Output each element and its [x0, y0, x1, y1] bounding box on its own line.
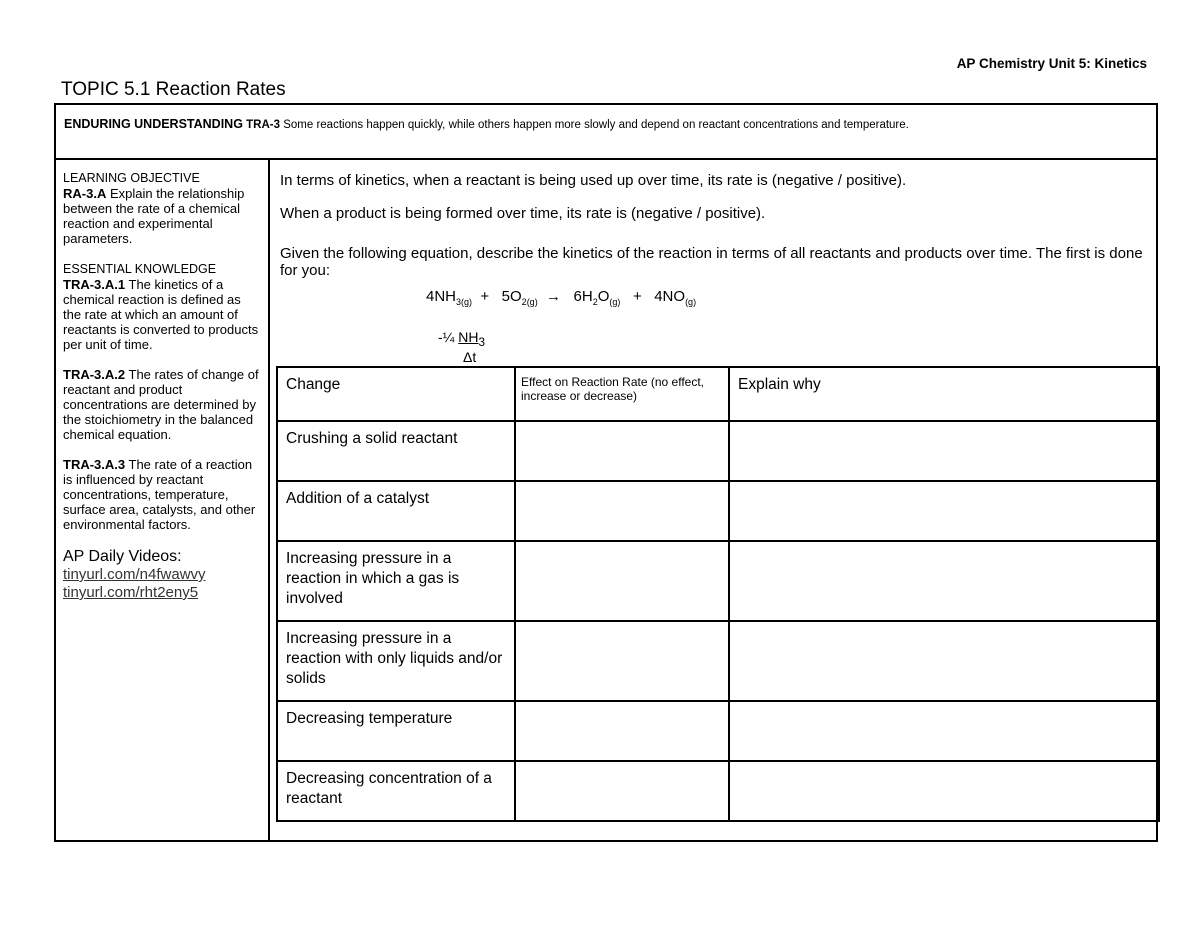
ek3-code: TRA-3.A.3	[63, 457, 126, 472]
question-1: In terms of kinetics, when a reactant is being used up over time, its rate is (negative / positive).	[280, 172, 907, 189]
ek2-code: TRA-3.A.2	[63, 367, 126, 382]
explain-answer-cell[interactable]	[729, 621, 1159, 701]
ek1-text: The kinetics of a chemical reaction is defined as the rate at which an amount of reactants is converted to products per unit of time.	[63, 277, 259, 352]
effect-answer-cell[interactable]	[515, 761, 729, 821]
explain-answer-cell[interactable]	[729, 421, 1159, 481]
change-cell: Crushing a solid reactant	[277, 421, 515, 481]
effect-answer-cell[interactable]	[515, 481, 729, 541]
header-change: Change	[277, 367, 515, 421]
question-2: When a product is being formed over time, its rate is (negative / positive).	[280, 205, 766, 222]
chemical-equation: $4NH_{3(g)}$ + $5O_{2(g)}$ → $6H_2O_{(g)}$ + $4NO_{(g)}$	[426, 288, 697, 307]
ek3-text: The rate of a reaction is influenced by reactant concentrations, temperature, surface area, catalysts, and other environmental factors.	[63, 457, 256, 532]
effect-answer-cell[interactable]	[515, 541, 729, 621]
effect-answer-cell[interactable]	[515, 701, 729, 761]
videos-label: AP Daily Videos:	[63, 548, 182, 565]
header-explain: Explain why	[729, 367, 1159, 421]
changes-table	[276, 366, 1160, 822]
question-3: Given the following equation, describe the kinetics of the reaction in terms of all reactants and products over time. The first is done for you:	[280, 245, 1143, 279]
change-cell: Decreasing temperature	[277, 701, 515, 761]
table-row	[277, 621, 1159, 701]
table-row	[277, 481, 1159, 541]
explain-answer-cell[interactable]	[729, 541, 1159, 621]
enduring-understanding	[56, 105, 1156, 160]
table-row	[277, 421, 1159, 481]
eu-label: ENDURING UNDERSTANDING	[64, 117, 243, 131]
explain-answer-cell[interactable]	[729, 701, 1159, 761]
ek2-text: The rates of change of reactant and product concentrations are determined by the stoichiometry in the balanced chemical equation.	[63, 367, 259, 442]
table-header-row	[277, 367, 1159, 421]
table-row	[277, 761, 1159, 821]
effect-answer-cell[interactable]	[515, 621, 729, 701]
change-cell: Increasing pressure in a reaction in which a gas is involved	[277, 541, 515, 621]
change-cell: Increasing pressure in a reaction with only liquids and/or solids	[277, 621, 515, 701]
video-link-2[interactable]: tinyurl.com/rht2eny5	[63, 584, 199, 601]
sidebar	[56, 160, 270, 840]
main-content	[272, 160, 1156, 840]
lo-heading: LEARNING OBJECTIVE	[63, 171, 200, 185]
ek-heading: ESSENTIAL KNOWLEDGE	[63, 262, 217, 276]
header-effect: Effect on Reaction Rate (no effect, increase or decrease)	[515, 367, 729, 421]
lo-code: RA-3.A	[63, 186, 107, 201]
effect-answer-cell[interactable]	[515, 421, 729, 481]
ek1-code: TRA-3.A.1	[63, 277, 126, 292]
explain-answer-cell[interactable]	[729, 761, 1159, 821]
lo-text: Explain the relationship between the rate of a chemical reaction and experimental parameters.	[63, 186, 245, 246]
eu-code: TRA-3	[246, 119, 281, 131]
eu-text: Some reactions happen quickly, while others happen more slowly and depend on reactant concentrations and temperature.	[283, 119, 909, 131]
worksheet-frame	[54, 103, 1158, 842]
video-link-1[interactable]: tinyurl.com/n4fwawvy	[63, 566, 206, 583]
table-row	[277, 541, 1159, 621]
table-row	[277, 701, 1159, 761]
page-title: TOPIC 5.1 Reaction Rates	[61, 79, 286, 100]
rate-expression: -¼ $NH_3$ Δt	[438, 329, 485, 365]
change-cell: Decreasing concentration of a reactant	[277, 761, 515, 821]
document-header: AP Chemistry Unit 5: Kinetics	[956, 56, 1147, 71]
explain-answer-cell[interactable]	[729, 481, 1159, 541]
change-cell: Addition of a catalyst	[277, 481, 515, 541]
